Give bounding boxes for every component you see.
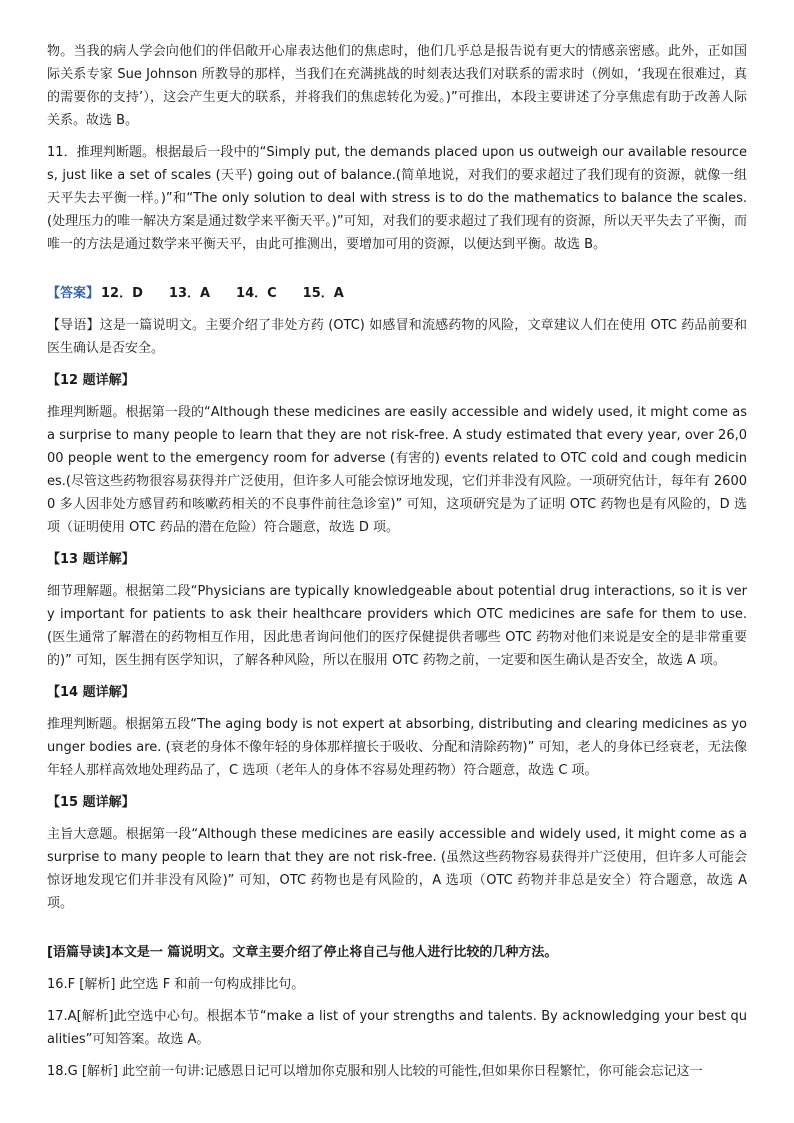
heading-q14: 【14 题详解】	[47, 685, 135, 700]
heading-q13: 【13 题详解】	[47, 552, 135, 567]
heading-q12: 【12 题详解】	[47, 373, 135, 388]
paragraph-q14: 推理判断题。根据第五段“The aging body is not expert at absorbing, distributing and clearing medicines as younger bodies are. (衰老的身体不像年轻的身体那样擅长于吸收、分配和清除药物)” 可知，老人的身体已经衰老，无法像年轻人那样高效地处理药品了，C 选项（老年人的身体不容易处理药物）符合题意，故选 C 项。	[47, 717, 747, 778]
guide-paragraph: 【导语】这是一篇说明文。主要介绍了非处方药 (OTC) 如感冒和流感药物的风险，文章建议人们在使用 OTC 药品前要和医生确认是否安全。	[47, 318, 747, 356]
paragraph-q15: 主旨大意题。根据第一段“Although these medicines are easily accessible and widely used, it might come as a surprise to many people to learn that they are not risk-free. (虽然这些药物容易获得并广泛使用，但许多人可能会惊讶地发现它们并非没有风险)” 可知，OTC 药物也是有风险的，A 选项（OTC 药物并非总是安全）符合题意，故选 A 项。	[47, 827, 747, 911]
paragraph-10-explanation: 物。当我的病人学会向他们的伴侣敞开心扉表达他们的焦虑时，他们几乎总是报告说有更大的情感亲密感。此外，正如国际关系专家 Sue Johnson 所教导的那样，当我们在充满挑战的时刻表达我们对联系的需求时（例如，‘我现在很难过，真的需要你的支持’），这会产生更大的联系，并将我们的焦虑转化为爱。)”可推出，本段主要讲述了分享焦虑有助于改善人际关系。故选 B。	[47, 44, 747, 128]
paragraph-17: 17.A[解析]此空选中心句。根据本节“make a list of your strengths and talents. By acknowledging your best qualities”可知答案。故选 A。	[47, 1009, 747, 1047]
answer-values: 12．D 13．A 14．C 15．A	[101, 286, 344, 301]
paragraph-11-explanation: 11．推理判断题。根据最后一段中的“Simply put, the demands placed upon us outweigh our available resources, just like a set of scales (天平) going out of balance.(简单地说，对我们的要求超过了我们现有的资源，就像一组天平失去平衡一样。)”和“The only solution to deal with stress is to do the mathematics to balance the scales.(处理压力的唯一解决方案是通过数学来平衡天平。)”可知，对我们的要求超过了我们现有的资源，所以天平失去了平衡，而唯一的方法是通过数学来平衡天平，由此可推测出，要增加可用的资源，以便达到平衡。故选 B。	[47, 145, 747, 252]
paragraph-q12: 推理判断题。根据第一段的“Although these medicines are easily accessible and widely used, it might come as a surprise to many people to learn that they are not risk-free. A study estimated that every year, over 26,000 people went to the emergency room for adverse (有害的) events related to OTC cold and cough medicines.(尽管这些药物很容易获得并广泛使用，但许多人可能会惊讶地发现，它们并非没有风险。一项研究估计，每年有 26000 多人因非处方感冒药和咳嗽药相关的不良事件前往急诊室)” 可知，这项研究是为了证明 OTC 药物也是有风险的，D 选项（证明使用 OTC 药品的潜在危险）符合题意，故选 D 项。	[47, 405, 747, 535]
paragraph-18: 18.G [解析] 此空前一句讲:记感恩日记可以增加你克服和别人比较的可能性,但如果你日程繁忙，你可能会忘记这一	[47, 1064, 703, 1079]
paragraph-16: 16.F [解析] 此空选 F 和前一句构成排比句。	[47, 977, 305, 992]
reading-guide: [语篇导读]本文是一 篇说明文。文章主要介绍了停止将自己与他人进行比较的几种方法。	[47, 945, 558, 960]
document-page	[47, 40, 747, 1083]
paragraph-q13: 细节理解题。根据第二段“Physicians are typically knowledgeable about potential drug interactions, so it is very important for patients to ask their healthcare providers which OTC medicines are safe for them to use. (医生通常了解潜在的药物相互作用，因此患者询问他们的医疗保健提供者哪些 OTC 药物对他们来说是安全的是非常重要的)” 可知，医生拥有医学知识，了解各种风险，所以在服用 OTC 药物之前，一定要和医生确认是否安全，故选 A 项。	[47, 584, 747, 668]
heading-q15: 【15 题详解】	[47, 795, 135, 810]
answer-label: 【答案】	[47, 286, 100, 301]
answer-line	[47, 282, 747, 305]
